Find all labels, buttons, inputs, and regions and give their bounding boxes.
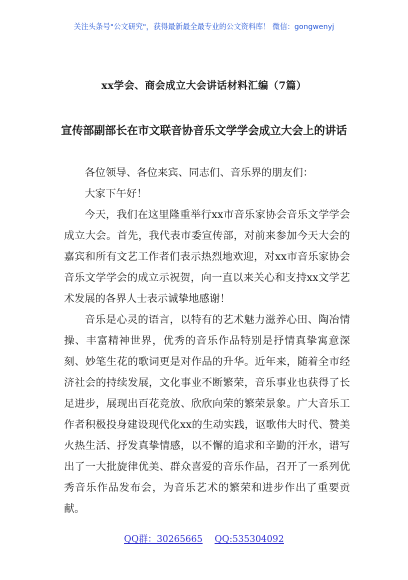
footer-qq-group[interactable]: QQ群：30265665: [124, 535, 203, 545]
section-title: 宣传部副部长在市文联音协音乐文学学会成立大会上的讲话: [61, 124, 347, 137]
paragraph-opening: 今天，我们在这里隆重举行xx市音乐家协会音乐文学学会成立大会。首先，我代表市委宣传部，对前来参加今天大会的嘉宾和所有文艺工作者们表示热烈地欢迎，对xx市音乐家协会音乐文学学会的成立示祝贺，向一直以来关心和支持xx文学艺术发展的各界人士表示诚挚地感谢！: [64, 209, 350, 305]
header-banner: 关注头条号"公文研究"，获得最新最全最专业的公文资料库！ 微信：gongwenyj: [73, 22, 335, 31]
footer-qq[interactable]: QQ:535304092: [214, 535, 284, 545]
document-body: [64, 163, 350, 520]
document-title: xx学会、商会成立大会讲话材料汇编（7篇）: [101, 81, 307, 92]
paragraph-greeting: 大家下午好！: [84, 188, 148, 200]
page-footer: [0, 532, 408, 545]
paragraph-music: 音乐是心灵的语言，以特有的艺术魅力滋养心田、陶冶情操、丰富精神世界，优秀的音乐作品特别是抒情真挚寓意深刻、妙笔生花的歌词更是对作品的升华。近年来，随着全市经济社会的持续发展，文化事业不断繁荣，音乐事业也获得了长足进步，展现出百花竞放、欣欣向荣的繁荣景象。广大音乐工作者积极投身建设现代化xx的生动实践，讴歌伟大时代、赞美火热生活、抒发真挚情感，以不懈的追求和辛勤的汗水，谱写出了一大批旋律优美、群众喜爱的音乐作品，召开了一系列优秀音乐作品发布会，为音乐艺术的繁荣和进步作出了重要贡献。: [64, 314, 350, 515]
paragraph-salutation: 各位领导、各位来宾、同志们、音乐界的朋友们：: [84, 167, 314, 179]
